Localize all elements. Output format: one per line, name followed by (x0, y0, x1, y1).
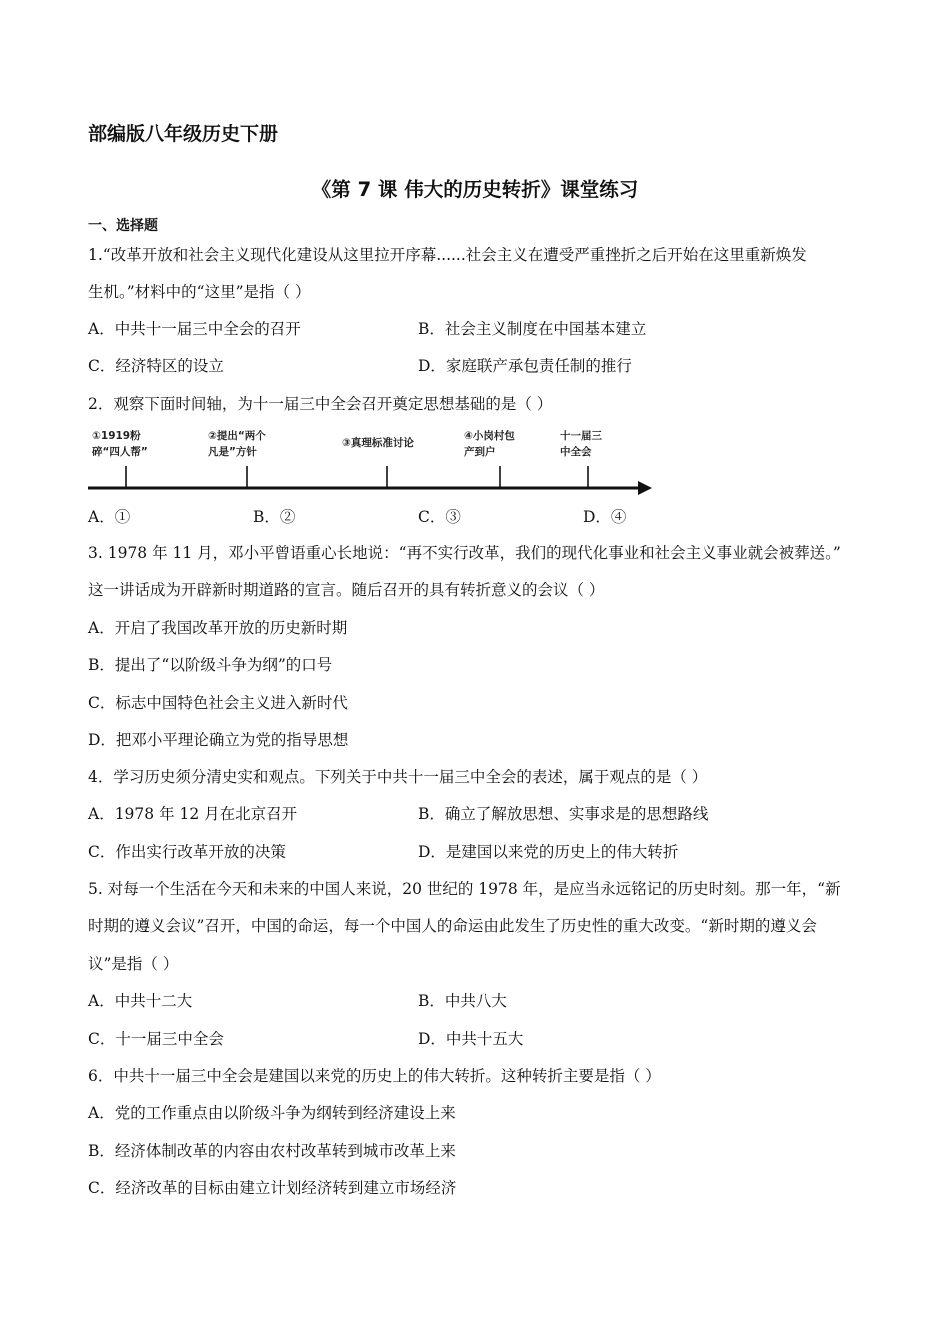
q5-option-c: C．十一届三中全会 (88, 1030, 224, 1048)
q6-option-a: A．党的工作重点由以阶级斗争为纲转到经济建设上来 (88, 1104, 456, 1122)
timeline-label-4b: 产到户 (464, 446, 496, 458)
q5-option-d: D．中共十五大 (418, 1030, 524, 1048)
q5-stem-line3: 议”是指（ ） (88, 955, 179, 973)
q4-option-b: B．确立了解放思想、实事求是的思想路线 (418, 805, 709, 823)
q5-option-b: B．中共八大 (418, 992, 507, 1010)
q4-option-c: C．作出实行改革开放的决策 (88, 843, 286, 861)
q2-option-d: D．④ (583, 508, 627, 526)
timeline-label-5b: 中全会 (560, 446, 592, 458)
q4-option-a: A．1978 年 12 月在北京召开 (88, 805, 298, 823)
q1-option-d: D．家庭联产承包责任制的推行 (418, 357, 632, 375)
timeline-figure (86, 424, 656, 504)
timeline-label-4a: ④小岗村包 (464, 430, 515, 442)
q1-stem-line2: 生机。”材料中的“这里”是指（ ） (88, 283, 311, 301)
q1-option-b: B．社会主义制度在中国基本建立 (418, 320, 647, 338)
lesson-title: 《第 7 课 伟大的历史转折》课堂练习 (311, 178, 639, 201)
q2-stem-line1: 2．观察下面时间轴，为十一届三中全会召开奠定思想基础的是（ ） (88, 395, 553, 413)
q3-stem-line2: 这一讲话成为开辟新时期道路的宣言。随后召开的具有转折意义的会议（ ） (88, 581, 605, 599)
q6-stem-line1: 6．中共十一届三中全会是建国以来党的历史上的伟大转折。这种转折主要是指（ ） (88, 1067, 661, 1085)
timeline-arrow-icon (638, 481, 652, 495)
q2-option-b: B．② (253, 508, 296, 526)
timeline-label-3: ③真理标准讨论 (342, 437, 414, 449)
q5-stem-line2: 时期的遵义会议”召开，中国的命运，每一个中国人的命运由此发生了历史性的重大改变。“新时期的遵义会 (88, 917, 817, 935)
q5-option-a: A．中共十二大 (88, 992, 193, 1010)
q1-option-c: C．经济特区的设立 (88, 357, 224, 375)
q5-stem-line1: 5. 对每一个生活在今天和未来的中国人来说，20 世纪的 1978 年，是应当永远铭记的历史时刻。那一年，“新 (88, 880, 841, 898)
q1-option-a: A．中共十一届三中全会的召开 (88, 320, 301, 338)
q2-option-c: C．③ (418, 508, 461, 526)
q3-option-b: B．提出了“以阶级斗争为纲”的口号 (88, 656, 333, 674)
timeline-label-1a: ①1919粉 (92, 430, 141, 442)
q2-option-a: A．① (88, 508, 131, 526)
q3-option-d: D．把邓小平理论确立为党的指导思想 (88, 731, 349, 749)
timeline-label-2b: 凡是”方针 (208, 446, 257, 458)
q6-option-c: C．经济改革的目标由建立计划经济转到建立市场经济 (88, 1179, 457, 1197)
section-heading: 一、选择题 (88, 218, 158, 234)
timeline-label-1b: 碎“四人帮” (92, 446, 148, 458)
q1-stem-line1: 1.“改革开放和社会主义现代化建设从这里拉开序幕......社会主义在遭受严重挫折之后开始在这里重新焕发 (88, 246, 807, 264)
document-header-title: 部编版八年级历史下册 (88, 123, 279, 145)
q3-option-c: C．标志中国特色社会主义进入新时代 (88, 694, 348, 712)
q4-stem-line1: 4．学习历史须分清史实和观点。下列关于中共十一届三中全会的表述，属于观点的是（ ） (88, 768, 708, 786)
q3-option-a: A．开启了我国改革开放的历史新时期 (88, 619, 348, 637)
q4-option-d: D．是建国以来党的历史上的伟大转折 (418, 843, 679, 861)
timeline-label-5a: 十一届三 (560, 430, 602, 442)
q3-stem-line1: 3. 1978 年 11 月，邓小平曾语重心长地说：“再不实行改革，我们的现代化事业和社会主义事业就会被葬送。” (88, 544, 841, 562)
timeline-label-2a: ②提出“两个 (208, 430, 266, 442)
q6-option-b: B．经济体制改革的内容由农村改革转到城市改革上来 (88, 1142, 456, 1160)
